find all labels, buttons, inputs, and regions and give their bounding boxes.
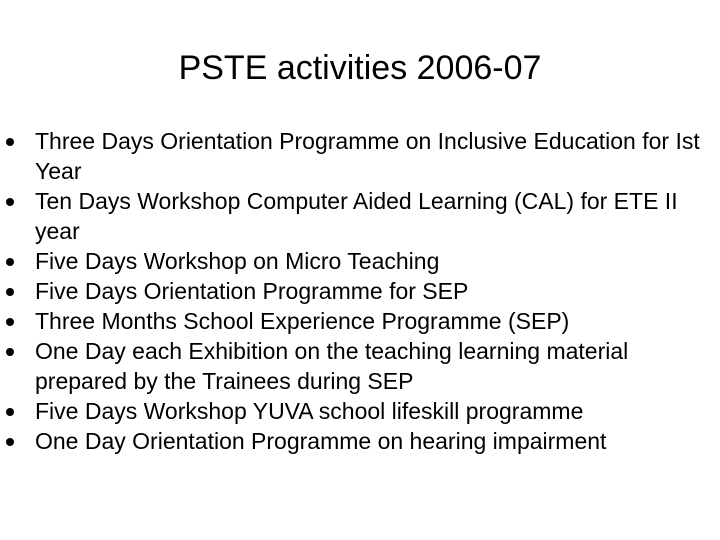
- bullet-dot-icon: [6, 348, 14, 356]
- bullet-dot-icon: [6, 408, 14, 416]
- bullet-text: Five Days Workshop YUVA school lifeskill programme: [35, 398, 584, 424]
- bullet-text: Three Days Orientation Programme on Inclusive Education for Ist Year: [35, 128, 700, 184]
- bullet-dot-icon: [6, 318, 14, 326]
- bullet-item: [0, 396, 720, 426]
- bullet-text: One Day each Exhibition on the teaching learning material prepared by the Trainees during SEP: [35, 338, 629, 394]
- bullet-item: [0, 126, 720, 186]
- bullet-item: [0, 306, 720, 336]
- bullet-dot-icon: [6, 138, 14, 146]
- bullet-text: Ten Days Workshop Computer Aided Learning (CAL) for ETE II year: [35, 188, 678, 244]
- slide-title: PSTE activities 2006-07: [178, 49, 542, 87]
- bullet-dot-icon: [6, 288, 14, 296]
- bullet-item: [0, 246, 720, 276]
- bullet-dot-icon: [6, 258, 14, 266]
- bullet-text: Three Months School Experience Programme (SEP): [35, 308, 570, 334]
- bullet-text: Five Days Orientation Programme for SEP: [35, 278, 469, 304]
- bullet-item: [0, 186, 720, 246]
- bullet-text: Five Days Workshop on Micro Teaching: [35, 248, 440, 274]
- bullet-dot-icon: [6, 438, 14, 446]
- bullet-item: [0, 426, 720, 456]
- bullet-text: One Day Orientation Programme on hearing impairment: [35, 428, 607, 454]
- bullet-item: [0, 336, 720, 396]
- bullet-dot-icon: [6, 198, 14, 206]
- bullet-list: [0, 126, 720, 456]
- bullet-item: [0, 276, 720, 306]
